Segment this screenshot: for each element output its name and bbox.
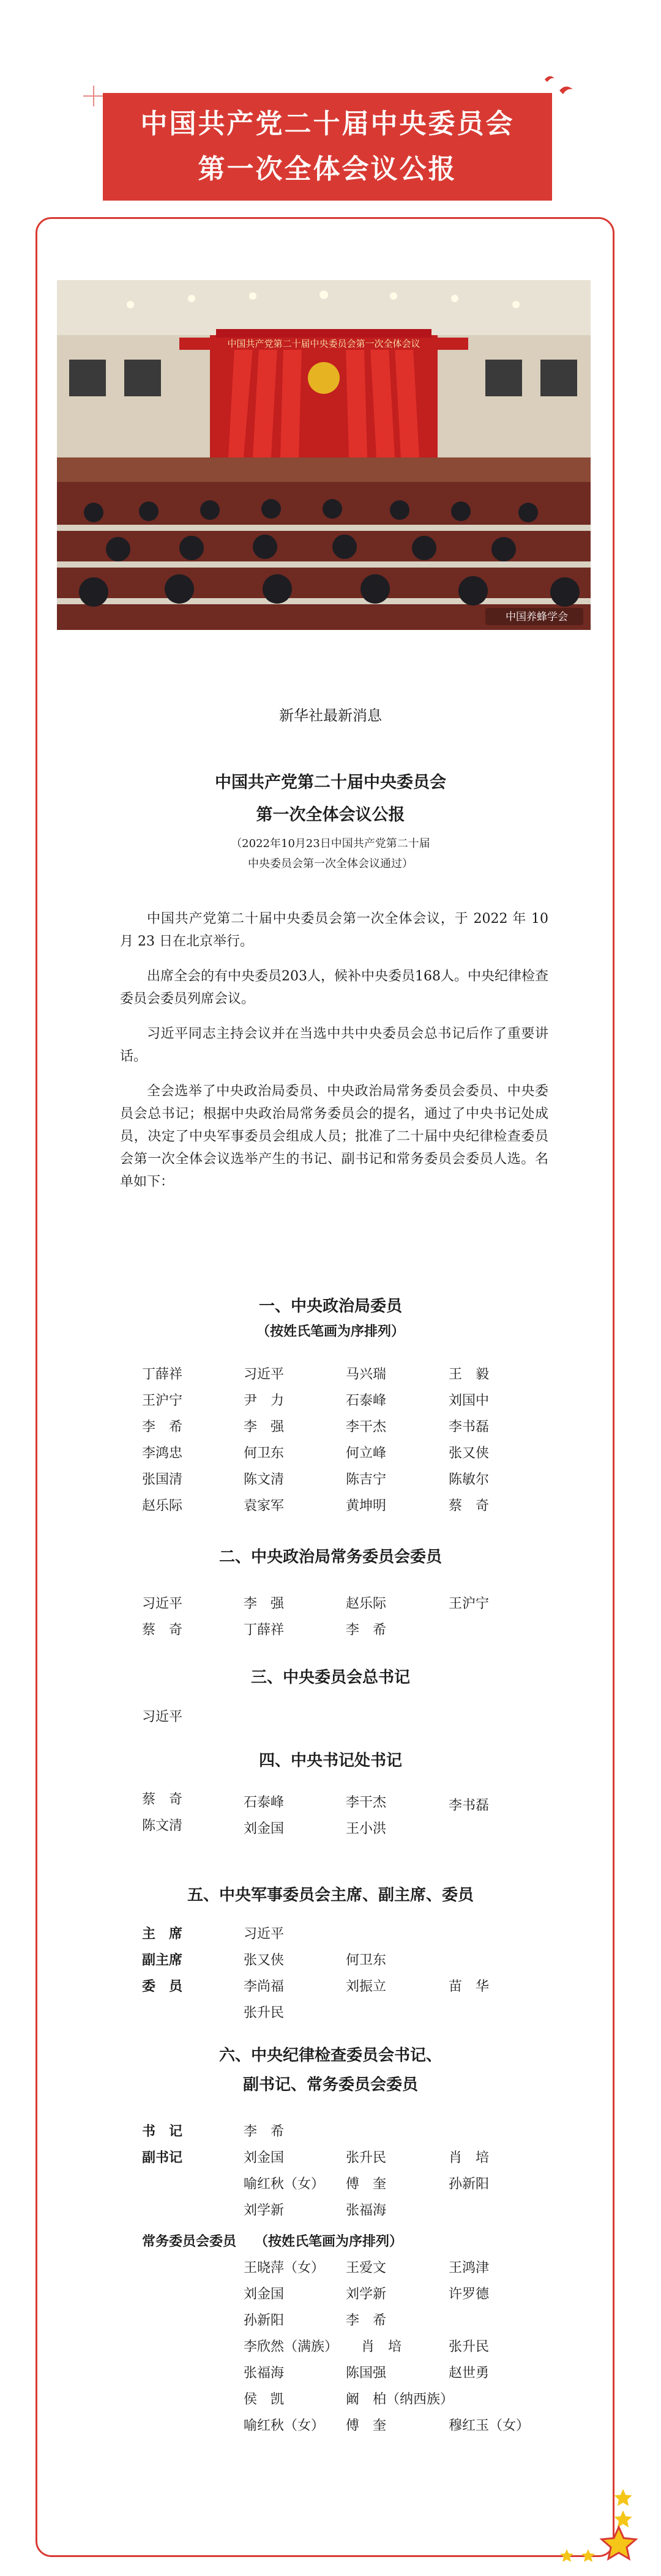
politburo-member: 陈文清 bbox=[244, 1472, 285, 1487]
politburo-member: 袁家军 bbox=[244, 1498, 285, 1514]
secretariat-member: 蔡 奇 bbox=[142, 1792, 183, 1807]
title-banner bbox=[103, 93, 552, 201]
ccdi-deputy: 喻红秋（女） bbox=[244, 2177, 325, 2192]
cmc-member: 张升民 bbox=[244, 2005, 285, 2021]
politburo-member: 李书磊 bbox=[449, 1419, 490, 1435]
photo-banner-text: 中国共产党第二十届中央委员会第一次全体会议 bbox=[227, 338, 420, 349]
doc-title-line-2: 第一次全体会议公报 bbox=[256, 805, 405, 824]
ccdi-standing-member: 侯 凯 bbox=[244, 2392, 285, 2407]
ccdi-standing-member: 穆红玉（女） bbox=[449, 2418, 530, 2434]
standing-member: 蔡 奇 bbox=[142, 1623, 183, 1638]
doc-note-line-1: （2022年10月23日中国共产党第二十届 bbox=[231, 837, 430, 850]
title-line-2: 第一次全体会议公报 bbox=[198, 154, 457, 185]
ccdi-standing-member: 赵世勇 bbox=[449, 2366, 490, 2381]
paragraph-3: 习近平同志主持会议并在当选中共中央委员会总书记后作了重要讲话。 bbox=[120, 1026, 548, 1064]
cmc-members-label: 委 员 bbox=[142, 1979, 183, 1994]
standing-member: 王沪宁 bbox=[449, 1596, 490, 1612]
politburo-member: 丁薛祥 bbox=[142, 1367, 183, 1382]
ccdi-deputy: 孙新阳 bbox=[449, 2177, 490, 2192]
standing-member: 李 强 bbox=[244, 1596, 285, 1612]
standing-member: 习近平 bbox=[142, 1596, 183, 1612]
politburo-member: 李干杰 bbox=[346, 1419, 387, 1435]
paragraph-2: 出席全会的有中央委员203人，候补中央委员168人。中央纪律检查委员会委员列席会议。 bbox=[120, 969, 548, 1007]
cmc-member: 苗 华 bbox=[449, 1979, 490, 1994]
standing-member: 李 希 bbox=[346, 1623, 387, 1638]
politburo-member: 马兴瑞 bbox=[346, 1367, 387, 1382]
politburo-member: 王 毅 bbox=[449, 1367, 490, 1382]
politburo-member: 何卫东 bbox=[244, 1446, 285, 1461]
ccdi-secretary: 李 希 bbox=[244, 2124, 285, 2139]
hall-illustration bbox=[57, 280, 591, 630]
section-politburo-note: （按姓氏笔画为序排列） bbox=[256, 1323, 405, 1339]
ccdi-standing-member: 王晓萍（女） bbox=[244, 2260, 325, 2276]
cmc-member: 李尚福 bbox=[244, 1979, 285, 1994]
cmc-chair: 习近平 bbox=[244, 1926, 285, 1942]
politburo-member: 王沪宁 bbox=[142, 1393, 183, 1408]
politburo-member: 何立峰 bbox=[346, 1446, 387, 1461]
politburo-member: 张国清 bbox=[142, 1472, 183, 1487]
ccdi-standing-member: 王鸿津 bbox=[449, 2260, 490, 2276]
secretariat-member: 石泰峰 bbox=[244, 1795, 285, 1810]
section-politburo-title: 一、中央政治局委员 bbox=[258, 1297, 402, 1316]
ccdi-deputy: 肖 培 bbox=[449, 2150, 490, 2166]
ccdi-standing-member: 喻红秋（女） bbox=[244, 2418, 325, 2434]
ccdi-standing-member: 刘金国 bbox=[244, 2287, 285, 2302]
politburo-member: 张又侠 bbox=[449, 1446, 490, 1461]
ccdi-standing-member: 王爱文 bbox=[346, 2260, 387, 2276]
photo-watermark: 中国养蜂学会 bbox=[506, 611, 568, 623]
politburo-member: 石泰峰 bbox=[346, 1393, 387, 1408]
section-standing-committee-title: 二、中央政治局常务委员会委员 bbox=[218, 1548, 442, 1566]
secretariat-member: 陈文清 bbox=[142, 1818, 183, 1834]
ccdi-standing-label: 常务委员会委员 bbox=[142, 2234, 237, 2249]
ccdi-standing-note: （按姓氏笔画为序排列） bbox=[255, 2234, 403, 2249]
cmc-chair-label: 主 席 bbox=[142, 1926, 183, 1942]
ccdi-deputy: 张升民 bbox=[346, 2150, 387, 2166]
standing-member: 赵乐际 bbox=[346, 1596, 387, 1612]
ccdi-standing-member: 李欣然（满族） bbox=[244, 2339, 338, 2355]
section-secretariat-title: 四、中央书记处书记 bbox=[258, 1752, 402, 1770]
secretariat-member: 刘金国 bbox=[244, 1821, 285, 1837]
cmc-vice-label: 副主席 bbox=[142, 1953, 183, 1968]
politburo-member: 陈敏尔 bbox=[449, 1472, 490, 1487]
ccdi-secretary-label: 书 记 bbox=[142, 2124, 183, 2139]
ccdi-standing-member: 许罗德 bbox=[449, 2287, 490, 2302]
ccdi-standing-member: 陈国强 bbox=[346, 2366, 387, 2381]
ccdi-deputy: 刘金国 bbox=[244, 2150, 285, 2166]
politburo-member: 刘国中 bbox=[449, 1393, 490, 1408]
ccdi-deputy-label: 副书记 bbox=[142, 2150, 183, 2166]
politburo-member: 习近平 bbox=[244, 1367, 285, 1382]
corner-cross-ornament bbox=[83, 86, 104, 106]
ccdi-standing-member: 阚 柏（纳西族） bbox=[346, 2392, 454, 2407]
source-line: 新华社最新消息 bbox=[279, 707, 382, 724]
ccdi-standing-member: 傅 奎 bbox=[346, 2418, 387, 2434]
politburo-member: 李 希 bbox=[142, 1419, 183, 1435]
ccdi-deputy: 刘学新 bbox=[244, 2203, 285, 2218]
politburo-member: 陈吉宁 bbox=[346, 1472, 387, 1487]
cmc-vice-chair: 何卫东 bbox=[346, 1953, 387, 1968]
politburo-member: 李鸿忠 bbox=[142, 1446, 183, 1461]
doc-title-line-1: 中国共产党第二十届中央委员会 bbox=[215, 773, 446, 792]
secretariat-member: 李干杰 bbox=[346, 1795, 387, 1810]
ccdi-standing-member: 刘学新 bbox=[346, 2287, 387, 2302]
secretariat-member: 王小洪 bbox=[346, 1821, 387, 1837]
cmc-vice-chair: 张又侠 bbox=[244, 1953, 285, 1968]
doc-note-line-2: 中央委员会第一次全体会议通过） bbox=[248, 857, 413, 870]
politburo-member: 黄坤明 bbox=[346, 1498, 387, 1514]
secretariat-member: 李书磊 bbox=[449, 1798, 490, 1813]
cmc-member: 刘振立 bbox=[346, 1979, 387, 1994]
star-decoration-icon bbox=[555, 2485, 646, 2565]
ccdi-standing-member: 肖 培 bbox=[361, 2339, 402, 2355]
politburo-member: 蔡 奇 bbox=[449, 1498, 490, 1514]
section-cmc-title: 五、中央军事委员会主席、副主席、委员 bbox=[187, 1886, 474, 1904]
section-general-secretary-title: 三、中央委员会总书记 bbox=[250, 1668, 410, 1687]
ccdi-standing-member: 张福海 bbox=[244, 2366, 285, 2381]
ccdi-standing-member: 孙新阳 bbox=[244, 2313, 285, 2328]
politburo-member: 李 强 bbox=[244, 1419, 285, 1435]
section-ccdi-title-2: 副书记、常务委员会委员 bbox=[242, 2076, 418, 2094]
standing-member: 丁薛祥 bbox=[244, 1623, 285, 1638]
plenary-session-photo bbox=[57, 280, 591, 630]
ccdi-standing-member: 李 希 bbox=[346, 2313, 387, 2328]
ccdi-deputy: 张福海 bbox=[346, 2203, 387, 2218]
ccdi-standing-member: 张升民 bbox=[449, 2339, 490, 2355]
general-secretary-name: 习近平 bbox=[142, 1709, 183, 1725]
section-ccdi-title-1: 六、中央纪律检查委员会书记、 bbox=[218, 2046, 442, 2065]
politburo-member: 尹 力 bbox=[244, 1393, 285, 1408]
paragraph-1: 中国共产党第二十届中央委员会第一次全体会议，于 2022 年 10 月 23 日在北京举行。 bbox=[120, 911, 548, 949]
ccdi-deputy: 傅 奎 bbox=[346, 2177, 387, 2192]
paragraph-4: 全会选举了中央政治局委员、中央政治局常务委员会委员、中央委员会总书记；根据中央政治局常务委员会的提名，通过了中央书记处成员，决定了中央军事委员会组成人员；批准了二十届中央纪律检查委员会第一次全体会议选举产生的书记、副书记和常务委员会委员人选。名单如下： bbox=[120, 1084, 548, 1190]
politburo-member: 赵乐际 bbox=[142, 1498, 183, 1514]
title-line-1: 中国共产党二十届中央委员会 bbox=[140, 108, 515, 139]
